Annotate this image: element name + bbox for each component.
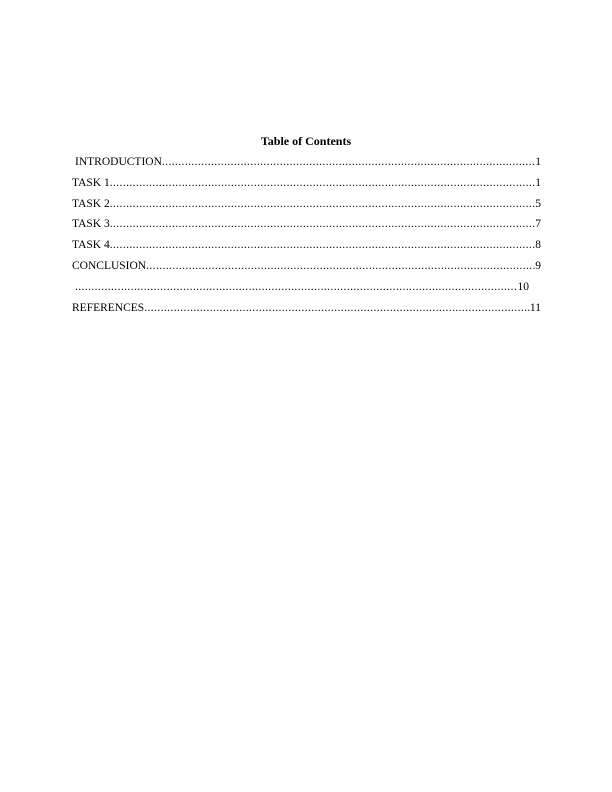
toc-entry-unlabeled[interactable] xyxy=(72,279,541,300)
toc-entry-label: CONCLUSION xyxy=(72,259,147,272)
toc-page-number: 8 xyxy=(535,239,541,252)
toc-entry-label: TASK 3 xyxy=(72,218,110,231)
table-of-contents xyxy=(72,154,541,320)
toc-entry-label: REFERENCES xyxy=(72,301,145,314)
toc-entry-task-4[interactable] xyxy=(72,237,541,258)
toc-dot-leader xyxy=(110,237,536,253)
toc-title: Table of Contents xyxy=(260,134,352,148)
toc-dot-leader xyxy=(75,279,518,295)
toc-entry-conclusion[interactable] xyxy=(72,258,541,279)
toc-dot-leader xyxy=(110,196,536,212)
toc-page-number: 7 xyxy=(535,218,541,231)
toc-dot-leader xyxy=(146,258,535,274)
toc-dot-leader xyxy=(110,175,536,191)
toc-entry-label: TASK 1 xyxy=(72,176,110,189)
toc-entry-task-1[interactable] xyxy=(72,175,541,196)
toc-entry-task-2[interactable] xyxy=(72,196,541,217)
toc-dot-leader xyxy=(162,154,535,170)
toc-page-number: 5 xyxy=(535,197,541,210)
toc-page-number: 10 xyxy=(517,280,529,293)
toc-page-number: 11 xyxy=(529,301,541,314)
toc-entry-references[interactable] xyxy=(72,300,541,321)
toc-entry-task-3[interactable] xyxy=(72,216,541,237)
toc-dot-leader xyxy=(110,216,536,232)
toc-entry-label: INTRODUCTION xyxy=(75,156,162,168)
toc-page-number: 1 xyxy=(535,176,541,189)
toc-entry-introduction[interactable] xyxy=(72,154,541,175)
toc-page-number: 1 xyxy=(535,156,541,168)
toc-entry-label: TASK 2 xyxy=(72,197,110,210)
toc-entry-label: TASK 4 xyxy=(72,239,110,252)
toc-dot-leader xyxy=(144,300,530,316)
toc-page-number: 9 xyxy=(535,259,541,272)
